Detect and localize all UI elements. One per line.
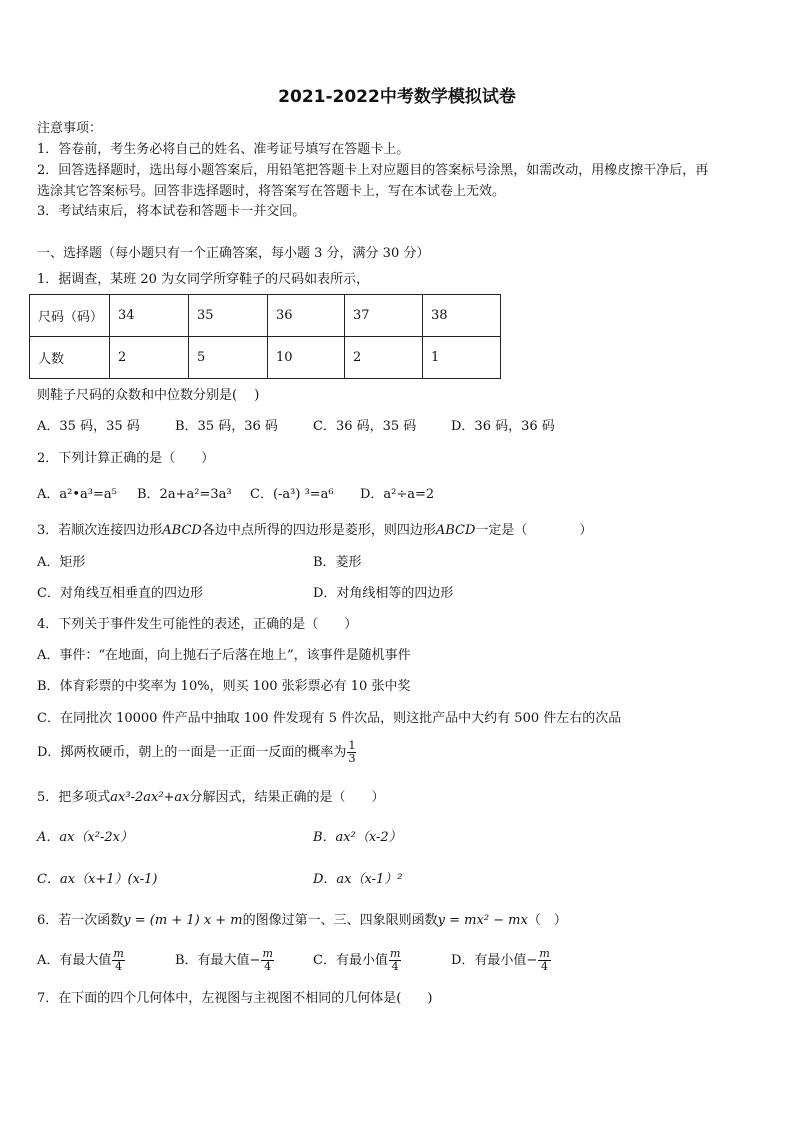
numerator: m xyxy=(113,947,124,960)
fraction xyxy=(112,948,124,973)
table-cell: 2 xyxy=(110,337,189,379)
option-text: D．有最小值− xyxy=(451,953,538,968)
math-expression: y = (m + 1) x + m xyxy=(123,913,243,928)
table-cell: 38 xyxy=(423,295,501,337)
question-1-stem: 1．据调查，某班 20 为女同学所穿鞋子的尺码如表所示， xyxy=(37,272,370,287)
option-a: A．矩形 xyxy=(37,555,86,570)
option-c: C．(-a³) ³=a⁶ xyxy=(250,487,334,502)
fraction xyxy=(538,948,550,973)
option-c: C．36 码，35 码 xyxy=(313,419,417,434)
table-cell: 36 xyxy=(268,295,345,337)
stem-text: 的图像过第一、三、四象限则函数 xyxy=(242,913,438,928)
option-c xyxy=(313,946,402,976)
stem-text: （ ） xyxy=(527,913,567,928)
option-d xyxy=(451,946,552,976)
fraction xyxy=(261,948,273,973)
stem-text: 一定是（ ） xyxy=(475,523,593,538)
option-d xyxy=(37,738,357,768)
question-7-stem: 7．在下面的四个几何体中，左视图与主视图不相同的几何体是( ) xyxy=(37,991,433,1006)
table-cell: 10 xyxy=(268,337,345,379)
stem-text: 5．把多项式 xyxy=(37,790,111,805)
option-d: D．a²÷a=2 xyxy=(360,487,435,502)
option-text: D．掷两枚硬币，朝上的一面是一正面一反面的概率为 xyxy=(37,745,347,760)
notice-item: 2．回答选择题时，选出每小题答案后，用铅笔把答题卡上对应题目的答案标号涂黑，如需改动，用橡皮擦干净后，再 xyxy=(37,163,709,178)
exam-title: 2021-2022中考数学模拟试卷 xyxy=(278,87,516,107)
question-6-stem xyxy=(37,912,567,930)
table-cell: 2 xyxy=(345,337,423,379)
notice-heading: 注意事项： xyxy=(37,121,103,136)
option-a: A．35 码，35 码 xyxy=(37,419,140,434)
option-b: B．菱形 xyxy=(313,555,362,570)
math-expression: y = mx² − mx xyxy=(437,913,528,928)
option-text: B．有最大值− xyxy=(175,953,261,968)
option-d: D．36 码，36 码 xyxy=(451,419,555,434)
table-row xyxy=(30,337,501,379)
fraction xyxy=(347,740,356,765)
stem-text: 各边中点所得的四边形是菱形，则四边形 xyxy=(201,523,436,538)
denominator: 4 xyxy=(264,960,272,973)
notice-item: 1．答卷前，考生务必将自己的姓名、准考证号填写在答题卡上。 xyxy=(37,142,410,157)
option-b: B．体育彩票的中奖率为 10%，则买 100 张彩票必有 10 张中奖 xyxy=(37,679,411,694)
question-1-ask: 则鞋子尺码的众数和中位数分别是( ) xyxy=(37,388,260,403)
table-cell: 5 xyxy=(189,337,268,379)
stem-text: 3．若顺次连接四边形 xyxy=(37,523,163,538)
option-a xyxy=(37,946,126,976)
option-d: D．ax（x-1）² xyxy=(313,872,403,887)
numerator: m xyxy=(389,947,401,960)
stem-text: 6．若一次函数 xyxy=(37,913,124,928)
option-b: B．ax²（x-2） xyxy=(313,830,402,845)
option-text: A．有最大值 xyxy=(37,953,112,968)
question-4-stem: 4．下列关于事件发生可能性的表述，正确的是（ ） xyxy=(37,617,358,632)
option-c: C．在同批次 10000 件产品中抽取 100 件发现有 5 件次品，则这批产品中大约有 500 件左右的次品 xyxy=(37,711,622,726)
table-row xyxy=(30,295,501,337)
stem-text: 分解因式，结果正确的是（ ） xyxy=(189,790,385,805)
option-a: A．ax（x²-2x） xyxy=(37,830,134,845)
denominator: 4 xyxy=(541,960,549,973)
section-heading: 一、选择题（每小题只有一个正确答案，每小题 3 分，满分 30 分） xyxy=(37,246,430,261)
option-b: B．2a+a²=3a³ xyxy=(137,487,232,502)
table-cell: 1 xyxy=(423,337,501,379)
math-expression: ax³-2ax²+ax xyxy=(110,790,190,805)
option-c: C．对角线互相垂直的四边形 xyxy=(37,586,203,601)
math-variable: ABCD xyxy=(435,523,476,538)
denominator: 4 xyxy=(115,960,123,973)
option-a: A．a²•a³=a⁵ xyxy=(37,487,117,502)
denominator: 3 xyxy=(348,752,356,765)
option-b: B．35 码，36 码 xyxy=(175,419,278,434)
shoe-size-table xyxy=(29,294,501,379)
option-text: C．有最小值 xyxy=(313,953,388,968)
question-3-stem xyxy=(37,522,592,540)
table-cell: 35 xyxy=(189,295,268,337)
math-variable: ABCD xyxy=(162,523,202,538)
notice-item: 3．考试结束后，将本试卷和答题卡一并交回。 xyxy=(37,204,306,219)
table-cell: 人数 xyxy=(30,337,110,379)
option-c: C．ax（x+1）(x-1) xyxy=(37,872,158,887)
option-d: D．对角线相等的四边形 xyxy=(313,586,454,601)
question-5-stem xyxy=(37,789,385,807)
numerator: m xyxy=(539,947,550,960)
numerator: m xyxy=(262,947,273,960)
denominator: 4 xyxy=(391,960,399,973)
option-a: A．事件：“在地面，向上抛石子后落在地上”，该事件是随机事件 xyxy=(37,648,411,663)
table-cell: 34 xyxy=(110,295,189,337)
notice-item: 选涂其它答案标号。回答非选择题时，将答案写在答题卡上，写在本试卷上无效。 xyxy=(37,184,506,199)
numerator: 1 xyxy=(348,739,356,752)
fraction xyxy=(389,948,401,973)
table-cell: 尺码（码） xyxy=(30,295,110,337)
question-2-stem: 2．下列计算正确的是（ ） xyxy=(37,451,215,466)
table-cell: 37 xyxy=(345,295,423,337)
option-b xyxy=(175,946,275,976)
